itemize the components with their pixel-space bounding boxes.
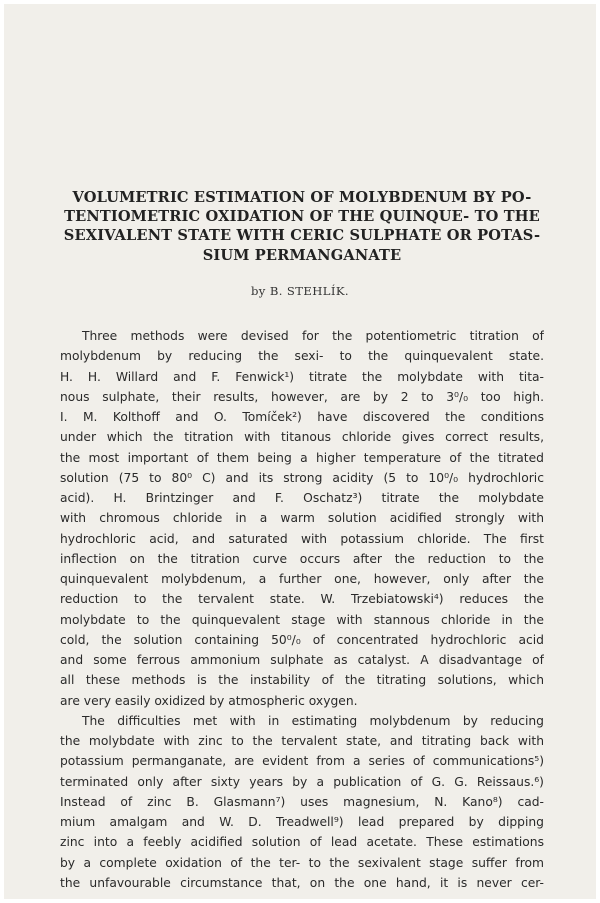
body-line: all these methods is the instability of the titrating solutions, which bbox=[60, 673, 544, 688]
body-line: are very easily oxidized by atmospheric oxygen. bbox=[60, 693, 358, 708]
body-line: potassium permanganate, are evident from a series of communications⁵) bbox=[60, 754, 544, 769]
body-line: quinquevalent molybdenum, a further one, however, only after the bbox=[60, 572, 544, 586]
body-line: the most important of them being a higher temperature of the titrated bbox=[60, 450, 544, 465]
body-line: zinc into a feebly acidified solution of lead acetate. These estimations bbox=[60, 835, 544, 850]
body-line: cold, the solution containing 50⁰/₀ of concentrated hydrochloric acid bbox=[60, 632, 544, 647]
body-line: H. H. Willard and F. Fenwick¹) titrate the molybdate with tita- bbox=[60, 369, 544, 384]
body-line: the molybdate with zinc to the tervalent state, and titrating back with bbox=[60, 734, 544, 748]
title-line: SEXIVALENT STATE WITH CERIC SULPHATE OR POTAS- bbox=[63, 227, 541, 245]
body-line: solution (75 to 80⁰ C) and its strong acidity (5 to 10⁰/₀ hydrochloric bbox=[60, 470, 544, 485]
body-line: terminated only after sixty years by a publication of G. G. Reissaus.⁶) bbox=[60, 774, 544, 789]
body-line: acid). H. Brintzinger and F. Oschatz³) titrate the molybdate bbox=[60, 491, 544, 505]
author-byline: by B. STEHLÍK. bbox=[250, 284, 350, 298]
body-line: mium amalgam and W. D. Treadwell⁹) lead prepared by dipping bbox=[60, 815, 544, 829]
article-title bbox=[60, 188, 544, 265]
body-line: and some ferrous ammonium sulphate as catalyst. A disadvantage of bbox=[60, 653, 544, 667]
body-line: the unfavourable circumstance that, on the one hand, it is never cer- bbox=[60, 875, 544, 890]
title-line: VOLUMETRIC ESTIMATION OF MOLYBDENUM BY PO- bbox=[72, 189, 532, 206]
body-line: with chromous chloride in a warm solution acidified strongly with bbox=[60, 511, 544, 526]
body-line: hydrochloric acid, and saturated with potassium chloride. The first bbox=[60, 531, 544, 546]
title-line: TENTIOMETRIC OXIDATION OF THE QUINQUE- TO THE bbox=[64, 208, 540, 226]
body-line: reduction to the tervalent state. W. Trzebiatowski⁴) reduces the bbox=[60, 592, 544, 607]
body-line: Instead of zinc B. Glasmann⁷) uses magnesium, N. Kano⁸) cad- bbox=[60, 794, 544, 809]
title-line: SIUM PERMANGANATE bbox=[202, 246, 402, 264]
body-line: nous sulphate, their results, however, are by 2 to 3⁰/₀ too high. bbox=[60, 389, 544, 404]
body-line: Three methods were devised for the potentiometric titration of bbox=[82, 329, 544, 343]
body-line: molybdenum by reducing the sexi- to the quinquevalent state. bbox=[60, 349, 544, 364]
article-body bbox=[60, 326, 544, 893]
body-line: under which the titration with titanous chloride gives correct results, bbox=[60, 430, 544, 445]
body-line: by a complete oxidation of the ter- to the sexivalent stage suffer from bbox=[60, 855, 544, 870]
paper-page bbox=[4, 4, 596, 899]
body-line: inflection on the titration curve occurs after the reduction to the bbox=[60, 551, 544, 566]
body-line: I. M. Kolthoff and O. Tomíček²) have discovered the conditions bbox=[60, 410, 544, 424]
body-line: molybdate to the quinquevalent stage with stannous chloride in the bbox=[60, 612, 544, 627]
body-line: The difficulties met with in estimating molybdenum by reducing bbox=[82, 713, 544, 728]
